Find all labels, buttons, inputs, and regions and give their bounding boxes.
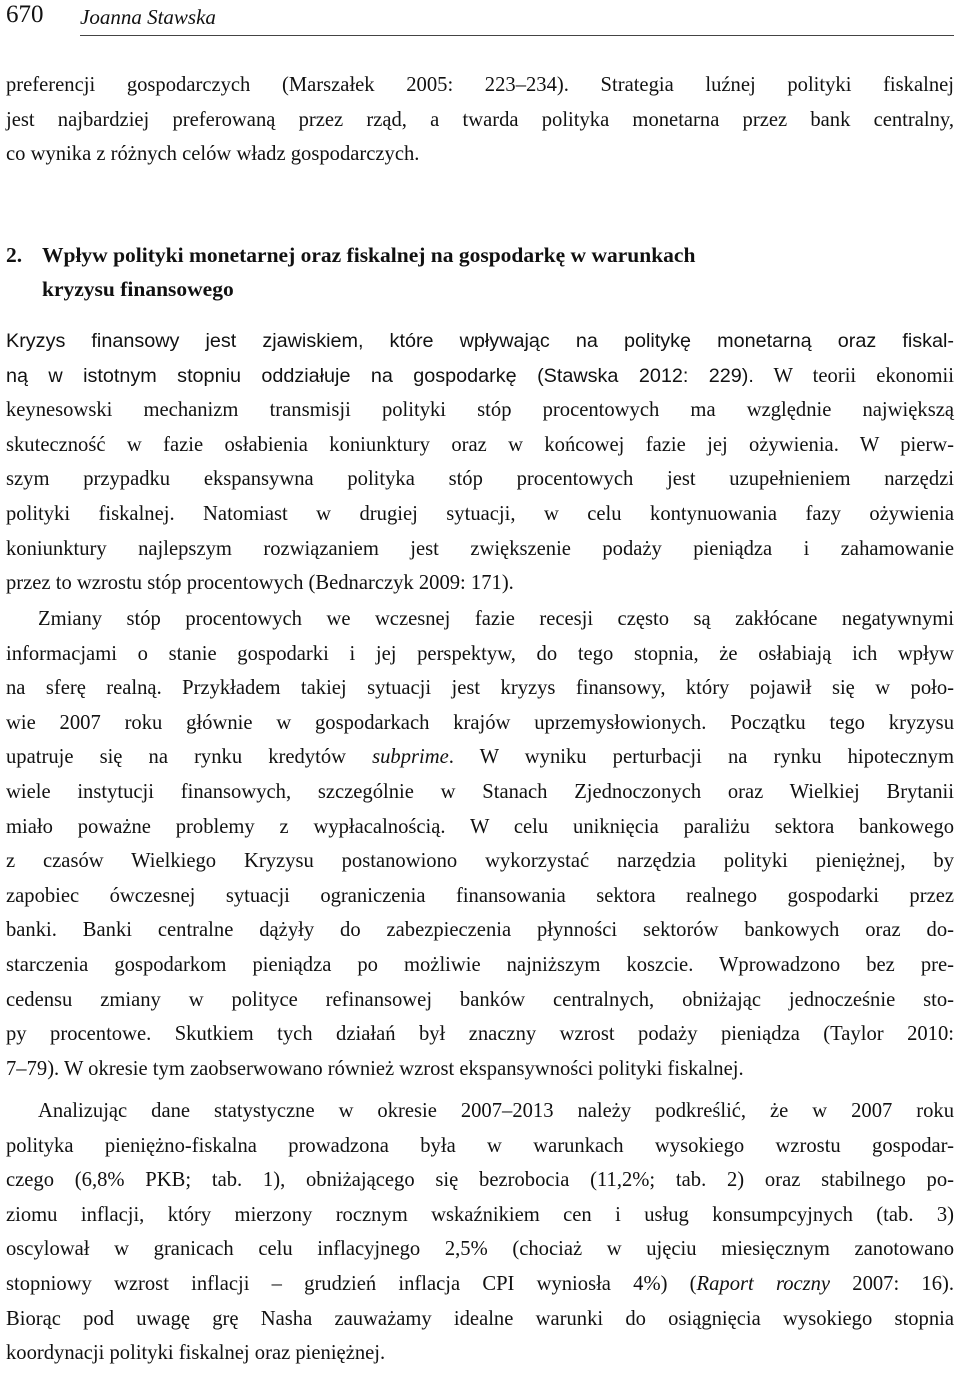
text-span: W teorii ekonomii (773, 364, 954, 387)
text-line: 7–79). W okresie tym zaobserwowano również wzrost ekspansywności polityki fiskalnej. (6, 1057, 744, 1080)
section-heading-line (6, 238, 954, 272)
text-line (6, 359, 954, 394)
page-number: 670 (6, 1, 44, 28)
italic-term: Raport roczny (696, 1272, 831, 1295)
text-line: jest najbardziej preferowaną przez rząd, a twarda polityka monetarna przez bank centralny, (6, 108, 954, 131)
text-span: stopniowy wzrost inflacji – grudzień inflacja CPI wyniosła 4%) ( (6, 1272, 697, 1295)
section-heading (6, 238, 954, 306)
text-line: koniunktury najlepszym rozwiązaniem jest zwiększenie podaży pieniądza i zahamowanie (6, 537, 954, 560)
running-title: Joanna Stawska (80, 5, 216, 29)
text-line (6, 1267, 954, 1302)
text-line: Biorąc pod uwagę grę Nasha zauważamy idealne warunki do osiągnięcia wysokiego stopnia (6, 1307, 954, 1330)
text-line: wie 2007 roku głównie w gospodarkach krajów uprzemysłowionych. Początku tego kryzysu (6, 711, 954, 734)
text-line: miało poważne problemy z wypłacalnością. W celu uniknięcia paraliżu sektora bankowego (6, 815, 954, 838)
page-header (6, 0, 954, 40)
section-title-part: kryzysu finansowego (42, 277, 234, 301)
text-line: co wynika z różnych celów władz gospodarczych. (6, 143, 420, 166)
text-line: przez to wzrostu stóp procentowych (Bednarczyk 2009: 171). (6, 572, 514, 595)
text-line: oscylował w granicach celu inflacyjnego 2,5% (chociaż w ujęciu miesięcznym zanotowano (6, 1238, 954, 1261)
text-line: preferencji gospodarczych (Marszałek 2005: 223–234). Strategia luźnej polityki fiskalnej (6, 74, 954, 96)
text-line: koordynacji polityki fiskalnej oraz pieniężnej. (6, 1342, 386, 1365)
text-span: ną w istotnym stopniu oddziałuje na gospodarkę (Stawska 2012: 229). (6, 364, 754, 387)
text-span: upatruje się na rynku kredytów (6, 746, 346, 769)
text-line: na sferę realną. Przykładem takiej sytuacji jest kryzys finansowy, który pojawił się w poło- (6, 677, 954, 700)
text-line (6, 740, 954, 775)
paragraph-2 (6, 602, 954, 1086)
text-line: informacjami o stanie gospodarki i jej perspektyw, do tego stopnia, że osłabiają ich wpływ (6, 642, 954, 665)
text-line: py procentowe. Skutkiem tych działań był znaczny wzrost podaży pieniądza (Taylor 2010: (6, 1023, 954, 1046)
intro-paragraph (6, 68, 954, 172)
text-line: cedensu zmiany w polityce refinansowej banków centralnych, obniżając jednocześnie sto- (6, 988, 954, 1011)
paragraph-3 (6, 1094, 954, 1371)
text-line: Kryzys finansowy jest zjawiskiem, które wpływając na politykę monetarną oraz fiskal- (6, 330, 954, 352)
text-line: ziomu inflacji, który mierzony rocznym wskaźnikiem cen i usług konsumpcyjnych (tab. 3) (6, 1203, 954, 1226)
text-line: zapobiec ówczesnej sytuacji ograniczenia finansowania sektora realnego gospodarki przez (6, 884, 954, 907)
header-rule (80, 35, 954, 36)
text-span: 2007: 16). (830, 1272, 954, 1295)
text-line: Zmiany stóp procentowych we wczesnej fazie recesji często są zakłócane negatywnymi (38, 608, 954, 630)
text-line: banki. Banki centralne dążyły do zabezpieczenia płynności sektorów bankowych oraz do- (6, 919, 954, 942)
text-line: wiele instytucji finansowych, szczególnie w Stanach Zjednoczonych oraz Wielkiej Brytanii (6, 780, 954, 803)
text-line: czego (6,8% PKB; tab. 1), obniżającego się bezrobocia (11,2%; tab. 2) oraz stabilnego po- (6, 1169, 954, 1192)
italic-term: subprime (372, 746, 449, 769)
text-line: polityka pieniężno-fiskalna prowadzona była w warunkach wysokiego wzrostu gospodar- (6, 1134, 954, 1157)
text-line: szym przypadku ekspansywna polityka stóp procentowych jest uzupełnieniem narzędzi (6, 468, 954, 491)
text-line: polityki fiskalnej. Natomiast w drugiej sytuacji, w celu kontynuowania fazy ożywienia (6, 502, 954, 525)
text-line: z czasów Wielkiego Kryzysu postanowiono wykorzystać narzędzia polityki pieniężnej, by (6, 850, 954, 873)
text-line: Analizując dane statystyczne w okresie 2007–2013 należy podkreślić, że w 2007 roku (38, 1100, 954, 1122)
section-title-part: Wpływ polityki monetarnej oraz fiskalnej na gospodarkę w warunkach (42, 243, 696, 267)
text-line: skuteczność w fazie osłabienia koniunktury oraz w końcowej fazie jej ożywienia. W pierw- (6, 433, 954, 456)
text-line: starczenia gospodarkom pieniądza po możliwie najniższym koszcie. Wprowadzono bez pre- (6, 953, 954, 976)
section-number: 2. (6, 243, 23, 267)
text-line: keynesowski mechanizm transmisji polityki stóp procentowych ma względnie największą (6, 399, 954, 422)
text-span: . W wyniku perturbacji na rynku hipotecznym (448, 746, 954, 769)
paragraph-1 (6, 324, 954, 601)
